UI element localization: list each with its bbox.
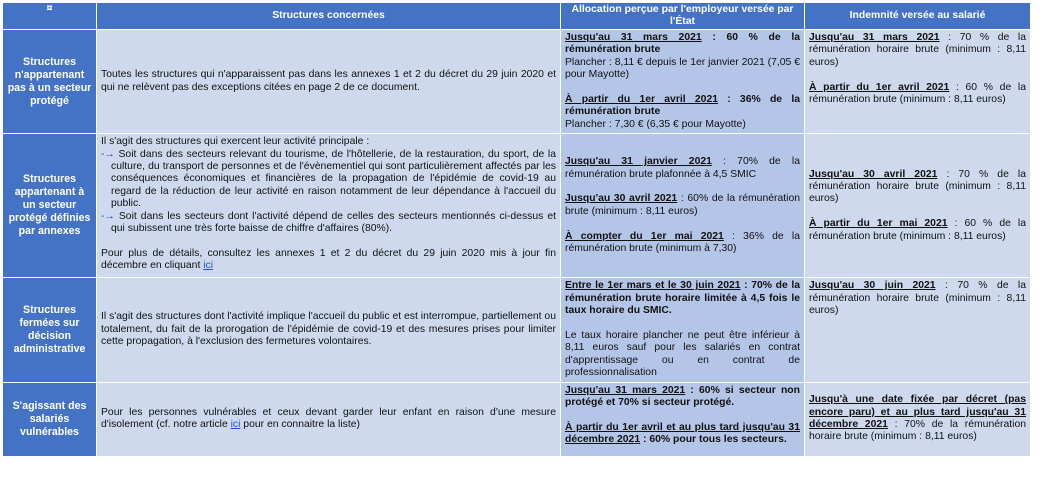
- alloc-date: Jusqu'au 31 janvier 2021: [565, 156, 712, 168]
- ind-text: : 70% de la rémunération horaire brute (minimum : 8,11 euros): [809, 419, 1026, 443]
- row-label: Structures appartenant à un secteur protégé définies par annexes: [3, 134, 97, 278]
- row-structures: [97, 278, 561, 382]
- ind-text: : 70 % de la rémunération horaire brute (minimum : 8,11 euros): [809, 280, 1027, 317]
- ind-date: À partir du 1er mai 2021: [809, 218, 948, 230]
- ind-date: Jusqu'au 31 mars 2021: [809, 32, 940, 43]
- alloc-date: À compter du 1er mai 2021: [565, 230, 724, 242]
- alloc-text: : 70% de la rémunération brute plafonnée à 4,5 SMIC: [565, 156, 800, 180]
- table-row: [3, 382, 1031, 456]
- bullet-text: Soit dans des secteurs relevant du tourisme, de l'hôtellerie, de la restauration, du sport, de la culture, du transport de personnes et de l'évènementiel qui sont particulièrement affectés par les conséquences économiques et financières de la propagation de l'épidémie de covid-19 au regard de la réduction de leur activité en raison notamment de leur dépendance à l'accueil du public.: [111, 148, 556, 210]
- arrow-icon: -→: [101, 148, 119, 160]
- alloc-text: : 36% de la rémunération brute (minimum à 7,30): [565, 230, 800, 254]
- row-indemnite: [805, 30, 1031, 134]
- ind-date: À partir du 1er avril 2021: [809, 81, 950, 93]
- row-indemnite: [805, 278, 1031, 382]
- structures-text: Il s'agit des structures dont l'activité implique l'accueil du public et est interrompue, partiellement ou totalement, du fait de la prorogation de l'épidémie de covid-19 et des mesures prises pour limiter cette propagation, à l'exclusion des fermetures volontaires.: [101, 311, 556, 348]
- alloc-floor: Plancher : 8,11 € depuis le 1er janvier 2021 (7,05 € pour Mayotte): [565, 56, 800, 81]
- alloc-rate: : 60% si secteur non protégé et 70% si secteur protégé.: [565, 384, 800, 408]
- alloc-date: À partir du 1er avril 2021: [565, 94, 719, 106]
- alloc-date: Entre le 1er mars et le 30 juin 2021: [565, 280, 741, 292]
- row-indemnite: [805, 382, 1031, 456]
- row-indemnite: [805, 134, 1031, 278]
- ind-date: Jusqu'au 30 avril 2021: [809, 168, 938, 180]
- allocation-table: [2, 2, 1031, 457]
- row-label: Structures n'appartenant pas à un secteur protégé: [3, 30, 97, 134]
- header-indemnite: Indemnité versée au salarié: [805, 3, 1031, 30]
- header-allocation: Allocation perçue par l'employeur versée par l'État: [561, 3, 805, 30]
- structures-intro: Il s'agit des structures qui exercent leur activité principale :: [101, 136, 370, 148]
- alloc-date: Jusqu'au 31 mars 2021: [565, 384, 686, 396]
- more-text: Pour plus de détails, consultez les annexes 1 et 2 du décret du 29 juin 2020 mis à jour fin décembre en cliquant: [101, 247, 556, 272]
- ind-text: : 70 % de la rémunération horaire brute (minimum : 8,11 euros): [809, 168, 1026, 205]
- article-link[interactable]: ici: [230, 419, 241, 430]
- ind-date: Jusqu'à une date fixée par décret (pas encore paru) et au plus tard jusqu'au 31 décembre 2021: [809, 394, 1026, 430]
- row-allocation: [561, 382, 805, 456]
- structures-text: Toutes les structures qui n'apparaissent pas dans les annexes 1 et 2 du décret du 29 juin 2020 et qui ne relèvent pas des exceptions citées en page 2 de ce document.: [101, 69, 556, 93]
- header-corner: ¤: [3, 3, 97, 30]
- row-allocation: [561, 134, 805, 278]
- row-label: Structures fermées sur décision administrative: [3, 278, 97, 382]
- alloc-rate: : 36% de la rémunération brute: [565, 94, 800, 118]
- alloc-text: Le taux horaire plancher ne peut être inférieur à 8,11 euros sauf pour les salariés en contrat d'apprentissage ou en contrat de professionnalisation: [565, 329, 800, 379]
- alloc-date: Jusqu'au 30 avril 2021: [565, 193, 678, 205]
- arrow-icon: -→: [101, 210, 119, 222]
- bullet-text: Soit dans les secteurs dont l'activité dépend de celles des secteurs mentionnés ci-dessus et qui subissent une très forte baisse de chiffre d'affaires (80%).: [111, 210, 556, 235]
- table-header-row: [3, 3, 1031, 30]
- annexes-link[interactable]: ici: [203, 260, 214, 272]
- alloc-rate: : 60 % de la rémunération brute: [565, 32, 800, 56]
- ind-text: : 60 % de la rémunération brute (minimum : 8,11 euros): [809, 81, 1026, 106]
- alloc-rate: : 60% pour tous les secteurs.: [640, 434, 787, 446]
- alloc-rate: : 70% de la rémunération brute horaire limitée à 4,5 fois le taux horaire du SMIC.: [565, 280, 800, 317]
- row-structures: [97, 134, 561, 278]
- alloc-date: Jusqu'au 31 mars 2021: [565, 32, 702, 43]
- table-row: [3, 30, 1031, 134]
- row-label: S'agissant des salariés vulnérables: [3, 382, 97, 456]
- alloc-text: : 60% de la rémunération brute (minimum : 8,11 euros): [565, 193, 800, 217]
- structures-text-end: pour en connaitre la liste): [240, 419, 360, 430]
- table-row: [3, 278, 1031, 382]
- ind-text: : 70 % de la rémunération horaire brute (minimum : 8,11 euros): [809, 32, 1027, 68]
- ind-text: : 60 % de la rémunération brute (minimum : 8,11 euros): [809, 218, 1026, 242]
- row-structures: [97, 30, 561, 134]
- row-allocation: [561, 278, 805, 382]
- alloc-floor: Plancher : 7,30 € (6,35 € pour Mayotte): [565, 118, 746, 130]
- table-row: [3, 134, 1031, 278]
- structures-text: Pour les personnes vulnérables et ceux devant garder leur enfant en raison d'une mesure d'isolement (cf. notre article: [101, 406, 556, 430]
- row-structures: [97, 382, 561, 456]
- ind-date: Jusqu'au 30 juin 2021: [809, 280, 936, 292]
- header-structures: Structures concernées: [97, 3, 561, 30]
- row-allocation: [561, 30, 805, 134]
- alloc-date: À partir du 1er avril et au plus tard jusqu'au 31 décembre 2021: [565, 421, 800, 446]
